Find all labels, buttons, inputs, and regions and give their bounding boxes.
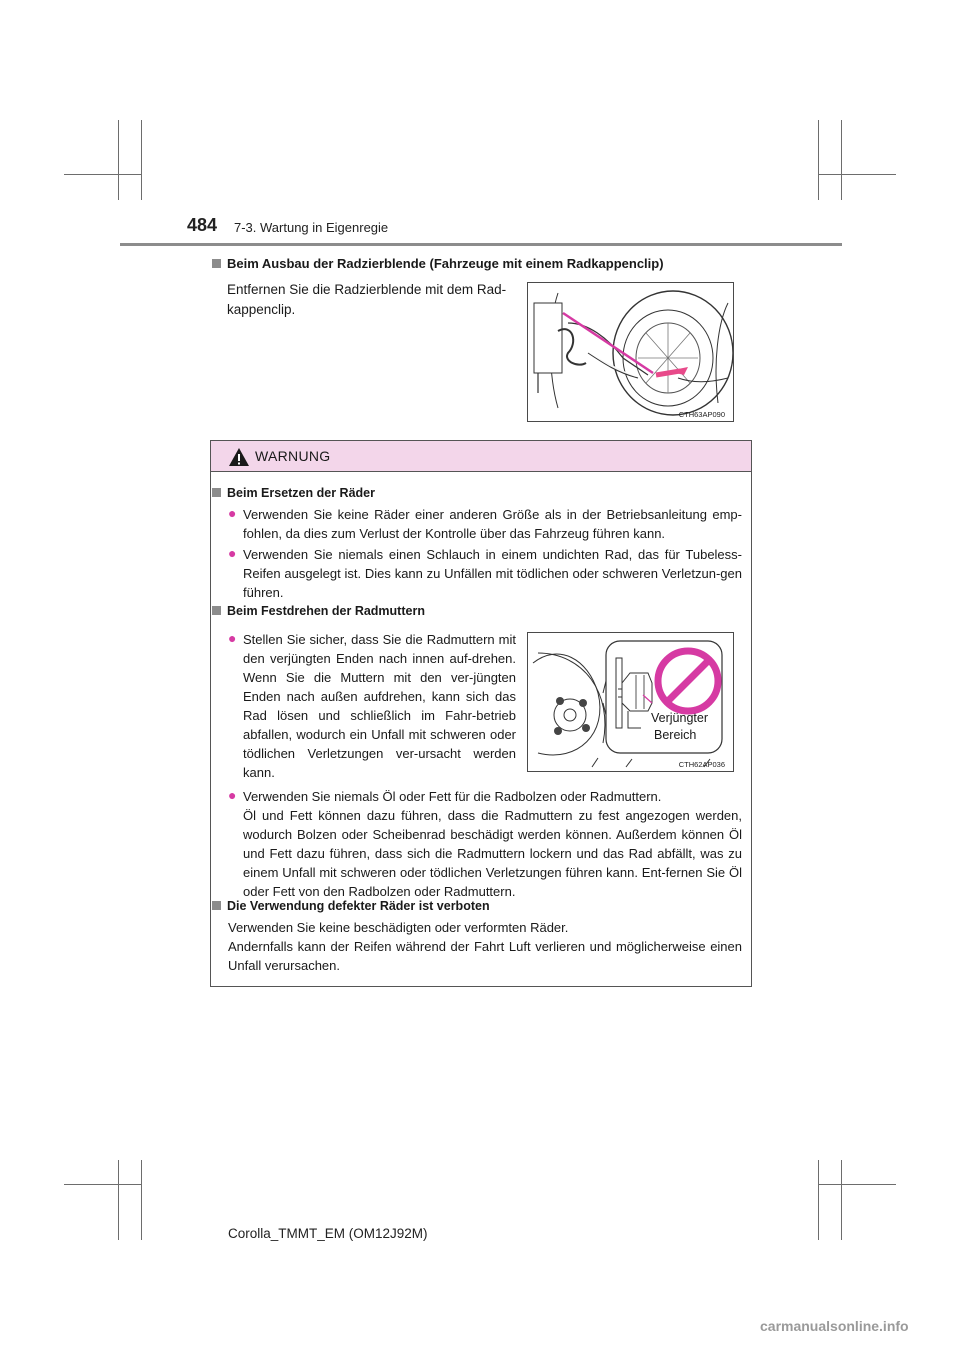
bullet-item [228, 787, 742, 901]
lug-nut-illustration [527, 632, 734, 772]
watermark: carmanualsonline.info [760, 1318, 909, 1334]
crop-mark [818, 1184, 896, 1185]
figure-code: CTH63AP090 [678, 410, 725, 419]
tapered-area-label-1: Verjüngter [651, 711, 708, 725]
bullet-text: Verwenden Sie niemals einen Schlauch in einem undichten Rad, das für Tubeless-Reifen ausgelegt ist. Dies kann zu Unfällen mit tödlichen oder schweren Verletzun-gen führen. [243, 547, 742, 600]
header-rule [120, 243, 842, 246]
section-text: Entfernen Sie die Radzierblende mit dem Rad-kappenclip. [227, 282, 507, 317]
crop-mark [118, 1160, 119, 1240]
page-number: 484 [187, 215, 218, 235]
section-heading [212, 256, 664, 271]
warning-label: WARNUNG [255, 448, 331, 464]
crop-mark [841, 120, 842, 200]
bullet-dot-icon: ● [228, 545, 237, 561]
tapered-area-label-2: Bereich [654, 728, 697, 742]
bullet-item [228, 505, 742, 543]
square-bullet-icon [212, 488, 221, 497]
document-id: Corolla_TMMT_EM (OM12J92M) [228, 1226, 428, 1241]
warning-section-title: Beim Festdrehen der Radmuttern [227, 604, 425, 618]
bullet-text: Öl und Fett können dazu führen, dass die Radmuttern zu fest angezogen werden, wodurch Bolzen oder Scheibenrad beschädigt werden können. Außerdem können Öl und Fett dazu führen, dass sich die Radmuttern lockern und das Rad abfällt, was zu einem Unfall mit schweren oder tödlichen Verletzungen führen kann. Ent-fernen Sie Öl oder Fett von den Radbolzen oder Radmuttern. [243, 808, 742, 899]
chapter-title: 7-3. Wartung in Eigenregie [234, 220, 389, 235]
warning-section-heading [212, 899, 490, 913]
hubcap-removal-illustration [527, 282, 734, 422]
warning-paragraph-line: Verwenden Sie keine beschädigten oder verformten Räder. [228, 920, 569, 935]
crop-mark [841, 1160, 842, 1240]
warning-section-heading [212, 604, 425, 618]
crop-mark [141, 120, 142, 200]
warning-paragraph-line: Andernfalls kann der Reifen während der Fahrt Luft verlieren und möglicherweise einen Unfall verursachen. [228, 939, 742, 973]
square-bullet-icon [212, 259, 221, 268]
warning-section-title: Die Verwendung defekter Räder ist verboten [227, 899, 490, 913]
crop-mark [64, 1184, 142, 1185]
warning-triangle-icon [228, 447, 250, 467]
crop-mark [118, 120, 119, 200]
bullet-dot-icon: ● [228, 505, 237, 521]
bullet-text-first-line: Verwenden Sie niemals Öl oder Fett für die Radbolzen oder Radmuttern. [243, 789, 662, 804]
crop-mark [818, 174, 896, 175]
section-heading-text: Beim Ausbau der Radzierblende (Fahrzeuge mit einem Radkappenclip) [227, 256, 664, 271]
bullet-dot-icon: ● [228, 787, 237, 803]
lug-nut-drawing [528, 633, 733, 771]
crop-mark [818, 1160, 819, 1240]
bullet-item [228, 630, 516, 782]
bullet-item [228, 545, 742, 602]
warning-section-heading [212, 486, 375, 500]
wheel-clip-drawing [528, 283, 733, 421]
square-bullet-icon [212, 606, 221, 615]
bullet-text: Stellen Sie sicher, dass Sie die Radmuttern mit den verjüngten Enden nach innen auf-drehen. Wenn Sie die Muttern mit den ver-jüngten Enden nach außen aufdrehen, kann sich das Rad lösen und schließlich im Fahr-betrieb abfallen, wodurch ein Unfall mit schweren oder tödlichen Verletzungen ver-ursacht werden kann. [243, 632, 516, 780]
crop-mark [818, 120, 819, 200]
warning-header [211, 441, 751, 472]
warning-section-title: Beim Ersetzen der Räder [227, 486, 375, 500]
crop-mark [64, 174, 142, 175]
figure-code: CTH62AP036 [678, 760, 725, 769]
bullet-text: Verwenden Sie keine Räder einer anderen Größe als in der Betriebsanleitung emp-fohlen, da dies zum Verlust der Kontrolle über das Fahrzeug führen kann. [243, 507, 742, 541]
warning-paragraph [228, 918, 742, 975]
crop-mark [141, 1160, 142, 1240]
bullet-dot-icon: ● [228, 630, 237, 646]
square-bullet-icon [212, 901, 221, 910]
